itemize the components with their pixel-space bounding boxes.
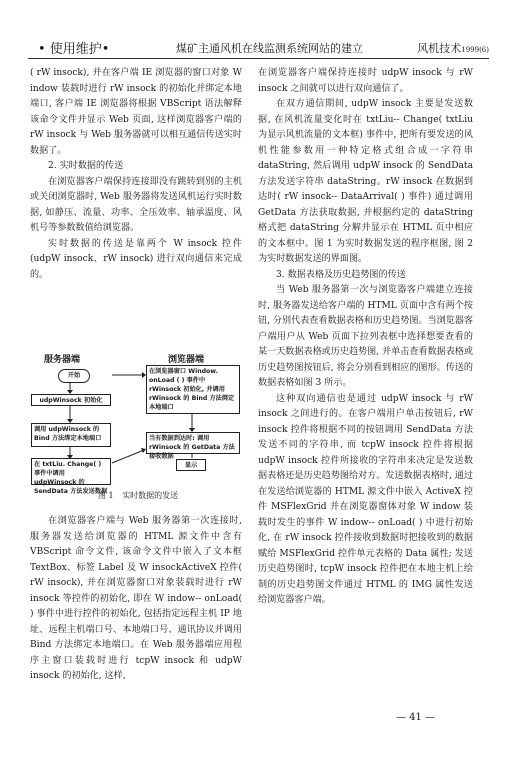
issue-sub: 1999(6) [461, 46, 489, 54]
flow-window-onload: 在浏览器窗口 Window. onLoad ( ) 事件中 rWinsock 初始化, 并调用 rWinsock 的 Bind 方法绑定本地端口 [146, 365, 240, 414]
section-2-title: 2. 实时数据的传送 [48, 161, 124, 171]
caption-text: 实时数据的发送 [122, 491, 179, 500]
section-3-title: 3. 数据表格及历史趋势图的传送 [276, 269, 406, 280]
left-paragraph-2: 在浏览器客户端保持连接即没有跳转到别的主机或关闭浏览器时, Web 服务器将发送风机运行实时数据, 如静压、流量、功率、全压效率、轴承温度、风机号等参数数值给浏览器。 [30, 176, 242, 233]
server-side-label: 服务器端 [44, 355, 81, 365]
caption-number: 图 1 [98, 491, 114, 500]
right-paragraph-3: 当 Web 服务器第一次与浏览器客户端建立连接时, 服务器发送给客户端的 HTML 页面中含有两个按钮, 分别代表查看数据表格和历史趋势图。当浏览器客户端用户从 Web 页面下拉列表框中选择想要查看的某一天数据表格或历史趋势图, 并单击查看数据表格或历史趋势图按钮后, 将会分别看到相应的图形。传送的数据表格如图 3 所示。 [258, 285, 473, 388]
page-number: — 41 — [396, 712, 436, 723]
header-rule [28, 58, 489, 59]
flow-getdata: 当有数据到达时: 调用 rWinsock 的 GetData 方法接收数据 [146, 432, 240, 454]
right-paragraph-4: 这种双向通信也是通过 udpW insock 与 rW insock 之间进行的。在客户端用户单击按钮后, rW insock 控件将根据不同的按钮调用 SendData 方法发送不同的字符串, 而 tcpW insock 控件将根据 udpW insock 控件所接收的字符串来决定是发送数据表格还是历史趋势图给对方。发送数据表格时, 通过在发送给浏览器的 HTML 源文件中嵌入 ActiveX 控件 MSFlexGrid 并在浏览器窗体对象 W indow 装载时发生的事件 W indow-- onLoad( ) 中进行初始化, 在 rW insock 控件接收到数据时把接收到的数据赋给 MSFlexGrid 控件单元表格的 Data 属性; 发送历史趋势图时, tcpW insock 控件把在本地主机上绘制的历史趋势图文件通过 HTML 的 IMG 属性发送给浏览器客户端。 [258, 393, 473, 605]
right-column [258, 66, 473, 609]
flow-senddata: 在 txtLiu. Change( ) 事件中调用 udpWinsock 的 SendData 方法发送数据 [31, 458, 111, 485]
figure-1-flowchart [30, 350, 242, 495]
right-paragraph-2: 在双方通信期间, udpW insock 主要是发送数据, 在风机流量变化时在 txtLiu-- Change( txtLiu 为显示风机流量的文本框) 事件中, 把所有要发送的风机性能参数用一种特定格式组合成一字符串 dataString, 然后调用 udpW insock 的 SendData 方法发送字符串 dataString。rW insock 在数据到达时( rW insock-- DataArrival( ) 事件) 通过调用 GetData 方法获取数据, 并根据约定的 dataString 格式把 dataString 分解并显示在 HTML 页中相应的文本框中。图 1 为实时数据发送的程序框图, 图 2 为实时数据发送的界面图。 [258, 99, 473, 264]
left-paragraph-3: 实时数据的传送是靠两个 W insock 控件(udpW insock、rW insock) 进行双向通信来完成的。 [30, 238, 242, 280]
flow-start: 开始 [58, 369, 90, 383]
flow-bind-port: 调用 udpWinsock 的 Bind 方法绑定本地端口 [31, 423, 111, 447]
issue-label: 风机技术1999(6) [417, 42, 489, 55]
right-paragraph-1: 在浏览器客户端保持连接时 udpW insock 与 rW insock 之间就可以进行双向通信了。 [258, 68, 473, 94]
running-header [26, 38, 489, 56]
flow-display: 显示 [176, 459, 206, 471]
section-label: • 使用维护• [38, 42, 110, 57]
journal-title: 煤矿主通风机在线监测系统网站的建立 [176, 42, 363, 55]
left-paragraph-4: 在浏览器客户端与 Web 服务器第一次连接时, 服务器发送给浏览器的 HTML 源文件中含有 VBScript 命令文件, 该命令文件中嵌入了文本框 TextBox、标签 Label 及 W insockActiveX 控件( rW insock), 并在浏览器窗口对象装载时进行 rW insock 等控件的初始化, 即在 W indow-- onLoad( ) 事件中进行控件的初始化, 包括指定远程主机 IP 地址、远程主机端口号、本地端口号、通讯协议并调用 Bind 方法绑定本地端口。在 Web 服务器端应用程序主窗口装载时进行 tcpW insock 和 udpW insock 的初始化, 这样, [30, 516, 242, 681]
left-column-lower [30, 514, 242, 685]
flow-udp-init: udpWinsock 初始化 [31, 394, 111, 406]
figure-1-caption [98, 490, 184, 501]
browser-side-label: 浏览器端 [168, 355, 205, 365]
left-paragraph-1: ( rW insock), 并在客户端 IE 浏览器的窗口对象 W indow 装载时进行 rW insock 的初始化并绑定本地端口, 客户端 IE 浏览器将根据 VBScript 语法解释该命令文件并显示 Web 页面, 这样浏览器客户端的 rW insock 与 Web 服务器就可以相互通信传送实时数据了。 [30, 68, 242, 156]
left-column [30, 66, 242, 283]
